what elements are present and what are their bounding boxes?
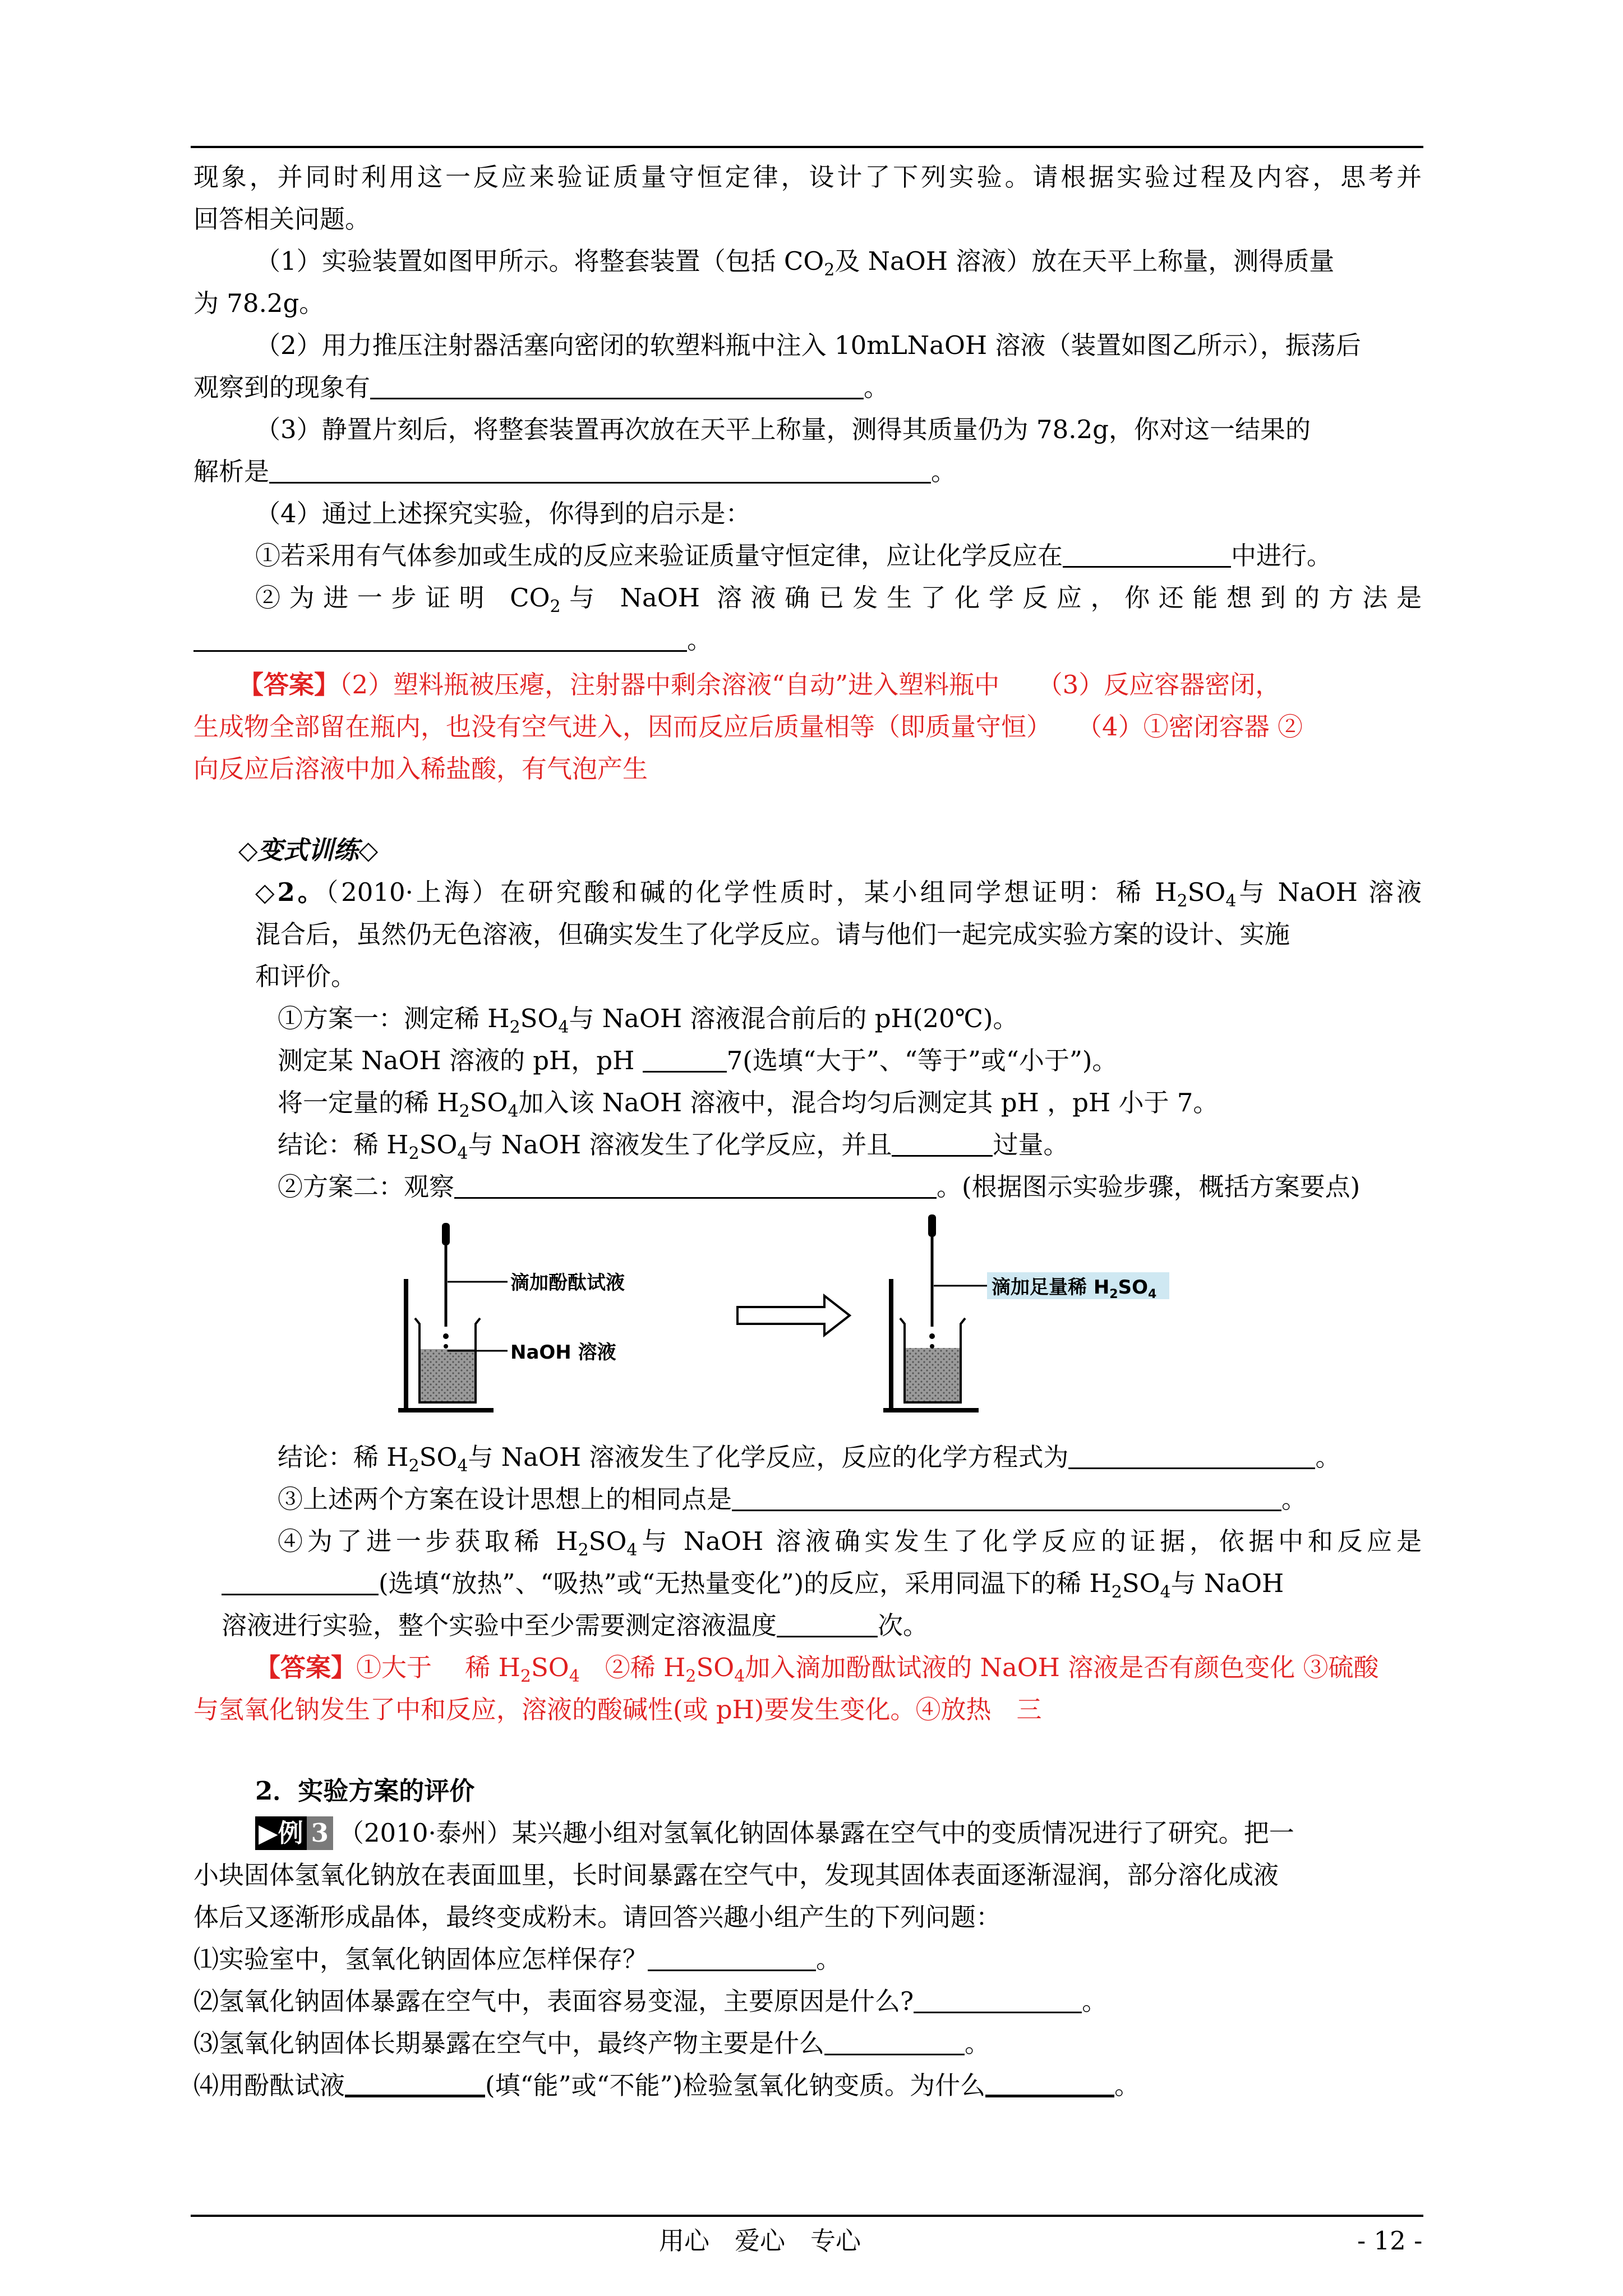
answer-blank[interactable] [985,2069,1114,2097]
section-title: ◇变式训练◇ [238,835,379,865]
text-line: 回答相关问题。 [193,204,371,234]
process-arrow [737,1296,850,1335]
answer-blank[interactable] [914,1986,1082,2013]
text-line: 测定某 NaOH 溶液的 pH，pH 7(选填“大于”、“等于”或“小于”)。 [278,1046,1118,1075]
answer-tag: 【答案】 [255,1653,357,1682]
right-stand-base [883,1408,979,1412]
right-beaker-group [883,1214,1169,1412]
answer-blank[interactable] [269,456,931,484]
text-line: ⑵氢氧化钠固体暴露在空气中，表面容易变湿，主要原因是什么? 。 [193,1986,1108,2016]
answer-tag: 【答案】 [238,670,340,700]
answer-line: 【答案】①大于 稀 $H_2SO_4$ ②稀 $H_2SO_4$加入滴加酚酞试液的 NaOH 溶液是否有颜色变化 ③硫酸 [255,1653,1379,1686]
answer-blank[interactable] [892,1129,993,1157]
left-beaker-group [398,1223,625,1412]
label-phenolphthalein: 滴加酚酞试液 [510,1272,625,1294]
text-line: 和评价。 [255,961,357,991]
right-stand-rod [889,1279,893,1409]
left-stand-base [398,1408,494,1412]
text-line: （1）实验装置如图甲所示。将整套装置（包括 $CO_2$及 NaOH 溶液）放在天平上称量，测得质量 [255,246,1335,280]
label-dilute-h2so4: 滴加足量稀 $H_2SO_4$ [992,1276,1157,1301]
text-line: (选填“放热”、“吸热”或“无热量变化”)的反应，采用同温下的稀 $H_2SO_4$与 NaOH [222,1567,1284,1609]
text-line: ⑶氢氧化钠固体长期暴露在空气中，最终产物主要是什么 。 [193,2028,990,2058]
answer-blank[interactable] [370,372,864,399]
experiment-figure [393,1212,1267,1425]
answer-blank[interactable] [345,2069,485,2097]
answer-blank[interactable] [643,1045,727,1073]
answer-line: 与氢氧化钠发生了中和反应，溶液的酸碱性(或 pH)要发生变化。④放热 三 [193,1695,1042,1724]
footer-rule [191,2215,1423,2217]
text-line: 解析是 。 [193,457,957,486]
text-line: 观察到的现象有 。 [193,372,889,402]
text-line: ②方案二：观察 。(根据图示实验步骤，概括方案要点) [278,1172,1361,1202]
right-drop [929,1333,935,1339]
answer-blank[interactable] [1063,540,1231,568]
answer-blank[interactable] [732,1484,1281,1511]
text-line: ◇2。（2010·上海）在研究酸和碱的化学性质时，某小组同学想证明：稀 $H_2SO_4$与 NaOH 溶液 [255,877,1422,911]
arrow-shape [737,1296,850,1335]
text-line: （2）用力推压注射器活塞向密闭的软塑料瓶中注入 10mLNaOH 溶液（装置如图乙所示），振荡后 [255,330,1361,360]
answer-line: 向反应后溶液中加入稀盐酸，有气泡产生 [193,754,648,784]
text-line: 混合后，虽然仍无色溶液，但确实发生了化学反应。请与他们一起完成实验方案的设计、实施 [255,919,1290,949]
footer-motto: 用心 爱心 专心 [659,2226,861,2256]
text-line: 为 78.2g。 [193,288,325,318]
example-number: 3 [307,1816,333,1850]
answer-blank[interactable] [824,2028,965,2055]
answer-blank[interactable] [193,624,687,652]
text-line: 小块固体氢氧化钠放在表面皿里，长时间暴露在空气中，发现其固体表面逐渐湿润，部分溶化成液 [193,1860,1279,1890]
header-rule [191,146,1423,148]
text-line: （3）静置片刻后，将整套装置再次放在天平上称量，测得其质量仍为 78.2g，你对这一结果的 [255,415,1311,444]
text-line: 。 [193,623,712,657]
text-line: ⑴实验室中，氢氧化钠固体应怎样保存？ 。 [193,1944,842,1974]
text-line: ②为进一步证明 $CO_2$与 NaOH 溶液确已发生了化学反应，你还能想到的方法是 [255,583,1422,616]
answer-blank[interactable] [454,1171,937,1199]
answer-blank[interactable] [1068,1442,1315,1469]
section-heading: 2．实验方案的评价 [255,1776,475,1806]
text-line: ③上述两个方案在设计思想上的相同点是 。 [278,1484,1307,1514]
text-line: ▶例 3 （2010·泰州）某兴趣小组对氢氧化钠固体暴露在空气中的变质情况进行了研究。把一 [255,1816,1294,1850]
text-line: 结论：稀 $H_2SO_4$与 NaOH 溶液发生了化学反应，并且 过量。 [278,1130,1069,1163]
answer-blank[interactable] [777,1610,878,1637]
text-line: 将一定量的稀 $H_2SO_4$加入该 NaOH 溶液中，混合均匀后测定其 pH ，pH 小于 7。 [278,1088,1219,1121]
answer-line: 【答案】（2）塑料瓶被压瘪，注射器中剩余溶液“自动”进入塑料瓶中 （3）反应容器密闭， [238,670,1281,700]
text-line: 现象，并同时利用这一反应来验证质量守恒定律，设计了下列实验。请根据实验过程及内容，思考并 [193,162,1422,192]
example-tag: ▶例 [255,1816,307,1850]
text-line: ⑷用酚酞试液 (填“能”或“不能”)检验氢氧化钠变质。为什么 。 [193,2069,1140,2102]
page-number: - 12 - [1357,2226,1423,2256]
text-line: 溶液进行实验，整个实验中至少需要测定溶液温度 次。 [222,1611,929,1640]
answer-blank[interactable] [222,1568,379,1595]
left-stand-rod [404,1279,408,1409]
text-line: ④为了进一步获取稀 $H_2SO_4$与 NaOH 溶液确实发生了化学反应的证据，依据中和反应是 [278,1526,1422,1560]
answer-blank[interactable] [648,1944,816,1971]
left-dropper-bulb [442,1223,450,1245]
answer-line: 生成物全部留在瓶内，也没有空气进入，因而反应后质量相等（即质量守恒） （4）①密闭容器 ② [193,712,1303,742]
text-line: ①方案一：测定稀 $H_2SO_4$与 NaOH 溶液混合前后的 pH(20℃)。 [278,1004,1018,1037]
text-line: 结论：稀 $H_2SO_4$与 NaOH 溶液发生了化学反应，反应的化学方程式为 。 [278,1442,1341,1476]
text-line: 体后又逐渐形成晶体，最终变成粉末。请回答兴趣小组产生的下列问题： [193,1902,1002,1932]
text-line: ①若采用有气体参加或生成的反应来验证质量守恒定律，应让化学反应在 中进行。 [255,541,1332,570]
label-naoh-solution: NaOH 溶液 [510,1341,616,1364]
text-line: （4）通过上述探究实验，你得到的启示是： [255,499,751,528]
right-dropper-bulb [928,1214,936,1237]
left-drop [443,1333,449,1339]
